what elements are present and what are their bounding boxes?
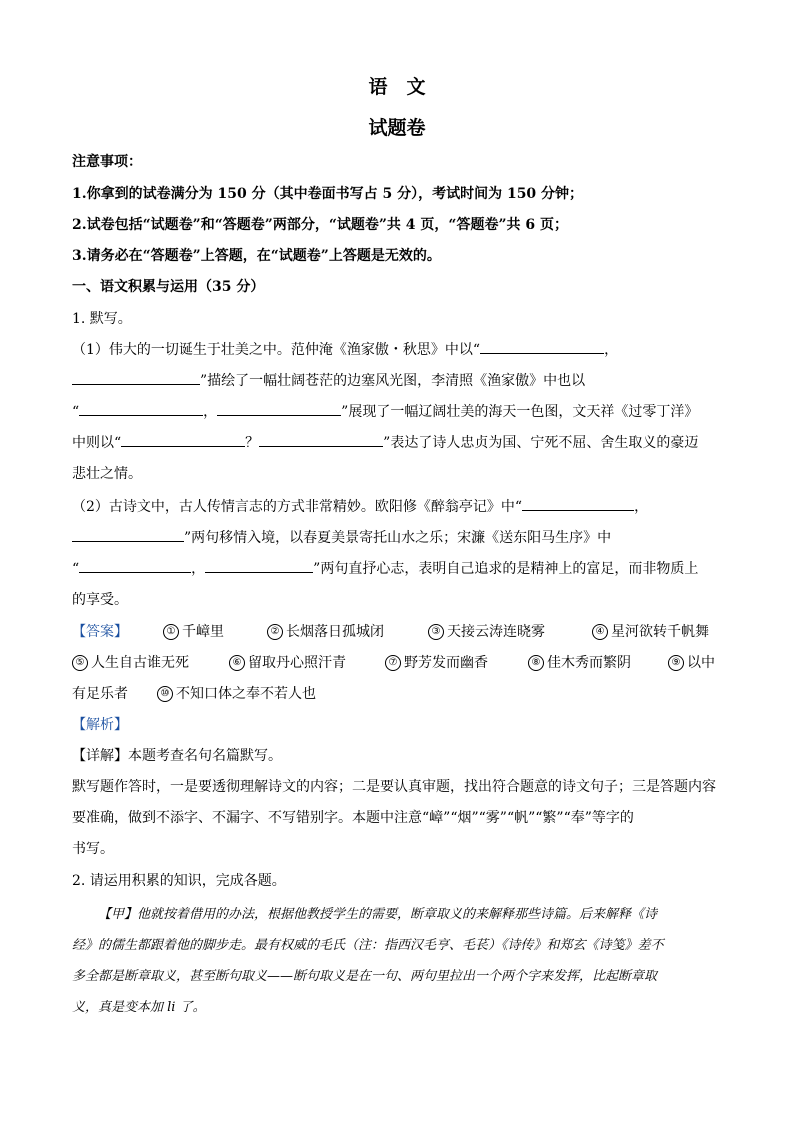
question-1-stem: 1. 默写。 (72, 311, 132, 327)
text-segment: 中则以“ (72, 435, 122, 451)
answer-blank (72, 372, 200, 385)
passage-line-2: 经》的儒生都跟着他的脚步走。最有权威的毛氏（注：指西汉毛亨、毛苌）《诗传》和郑玄《诗笺》差不 (72, 938, 664, 953)
text-segment: ”描绘了一幅壮阔苍茫的边塞风光图，李清照《渔家傲》中也以 (200, 373, 586, 389)
analysis-detail: 【详解】本题考查名句名篇默写。 (72, 748, 282, 764)
answer-blank (217, 403, 341, 416)
text-segment: ”两句直抒心志，表明自己追求的是精神上的富足，而非物质上 (313, 561, 699, 577)
answer-item-3 (428, 621, 545, 641)
number-badge: ⑨ (668, 655, 684, 671)
text-segment: （2）古诗文中，古人传情言志的方式非常精妙。欧阳修《醉翁亭记》中“ (72, 499, 523, 515)
analysis-line-2: 要准确，做到不添字、不漏字、不写错别字。本题中注意“嶂”“烟”“雾”“帆”“繁”“奉”等字的 (72, 810, 634, 826)
answer-item-1 (163, 621, 224, 641)
notes-item-2: 2.试卷包括“试题卷”和“答题卷”两部分，“试题卷”共 4 页，“答题卷”共 6 页； (72, 217, 569, 233)
number-badge: ⑥ (229, 655, 245, 671)
passage-line-4: 义，真是变本加 li 了。 (72, 1000, 206, 1015)
text-segment: “ (72, 561, 80, 577)
number-badge: ⑦ (385, 655, 401, 671)
answer-blank (522, 498, 634, 511)
question-2-stem: 2. 请运用积累的知识，完成各题。 (72, 873, 286, 889)
answer-text: 野芳发而幽香 (404, 655, 488, 671)
answer-label: 【答案】 (72, 624, 128, 640)
q1-part2-line2 (72, 527, 611, 547)
number-badge: ⑧ (528, 655, 544, 671)
analysis-label: 【解析】 (72, 717, 128, 733)
answer-item-8 (528, 652, 631, 672)
page-title: 语 文 (368, 76, 426, 98)
page-subtitle: 试题卷 (368, 117, 426, 139)
answer-item-10 (157, 683, 316, 703)
text-segment: ”展现了一幅辽阔壮美的海天一色图，文天祥《过零丁洋》 (341, 404, 699, 420)
answer-item-4 (592, 621, 709, 641)
q1-part1-line2 (72, 370, 585, 390)
answer-blank (79, 560, 191, 573)
q1-part2-line4: 的享受。 (72, 592, 128, 608)
text-segment: ， (634, 499, 649, 515)
answer-text: 星河欲转千帆舞 (611, 624, 709, 640)
answer-text: 以中 (687, 655, 715, 671)
answer-blank (121, 434, 245, 447)
answer-item-9 (668, 652, 715, 672)
text-segment: “ (72, 404, 80, 420)
notes-heading: 注意事项： (72, 154, 142, 170)
answer-item-2 (267, 621, 384, 641)
answer-item-5 (72, 652, 189, 672)
passage-line-1: 【甲】他就按着借用的办法，根据他教授学生的需要，断章取义的来解释那些诗篇。后来解释《诗 (98, 907, 658, 922)
answer-blank (480, 341, 604, 354)
answer-item-9-continued: 有足乐者 (72, 686, 128, 702)
number-badge: ⑩ (157, 686, 173, 702)
q1-part2-line1 (72, 496, 648, 516)
text-segment: ， (203, 404, 218, 420)
q1-part2-line3 (72, 558, 698, 578)
number-badge: ② (267, 624, 283, 640)
text-segment: ”两句移情入境，以春夏美景寄托山水之乐；宋濂《送东阳马生序》中 (184, 530, 612, 546)
answer-text: 留取丹心照汗青 (248, 655, 346, 671)
answer-text: 人生自古谁无死 (91, 655, 189, 671)
answer-text: 千嶂里 (182, 624, 224, 640)
answer-text: 不知口体之奉不若人也 (176, 686, 316, 702)
answer-text: 佳木秀而繁阴 (547, 655, 631, 671)
answer-blank (79, 403, 203, 416)
passage-line-3: 多全都是断章取义，甚至断句取义——断句取义是在一句、两句里拉出一个两个字来发挥，比起断章取 (72, 969, 658, 984)
section-heading: 一、语文积累与运用（35 分） (72, 279, 265, 295)
text-segment: ”表达了诗人忠贞为国、宁死不屈、舍生取义的豪迈 (383, 435, 699, 451)
notes-item-1: 1.你拿到的试卷满分为 150 分（其中卷面书写占 5 分），考试时间为 150 分钟； (72, 186, 584, 202)
q1-part1-line5: 悲壮之情。 (72, 466, 142, 482)
text-segment: ？ (245, 435, 260, 451)
q1-part1-line4 (72, 432, 698, 452)
answer-blank (259, 434, 383, 447)
number-badge: ⑤ (72, 655, 88, 671)
number-badge: ① (163, 624, 179, 640)
answer-blank (205, 560, 313, 573)
analysis-line-1: 默写题作答时，一是要透彻理解诗文的内容；二是要认真审题，找出符合题意的诗文句子；三是答题内容 (72, 779, 716, 795)
q1-part1-line3 (72, 401, 698, 421)
number-badge: ④ (592, 624, 608, 640)
answer-item-7 (385, 652, 488, 672)
answer-line-1 (72, 621, 128, 641)
text-segment: ， (604, 342, 619, 358)
q1-part1-line1 (72, 339, 618, 359)
text-segment: ， (191, 561, 206, 577)
analysis-line-3: 书写。 (72, 841, 114, 857)
number-badge: ③ (428, 624, 444, 640)
text-segment: （1）伟大的一切诞生于壮美之中。范仲淹《渔家傲・秋思》中以“ (72, 342, 481, 358)
notes-item-3: 3.请务必在“答题卷”上答题，在“试题卷”上答题是无效的。 (72, 248, 441, 264)
answer-text: 天接云涛连晓雾 (447, 624, 545, 640)
answer-text: 长烟落日孤城闭 (286, 624, 384, 640)
answer-item-6 (229, 652, 346, 672)
answer-blank (72, 529, 184, 542)
